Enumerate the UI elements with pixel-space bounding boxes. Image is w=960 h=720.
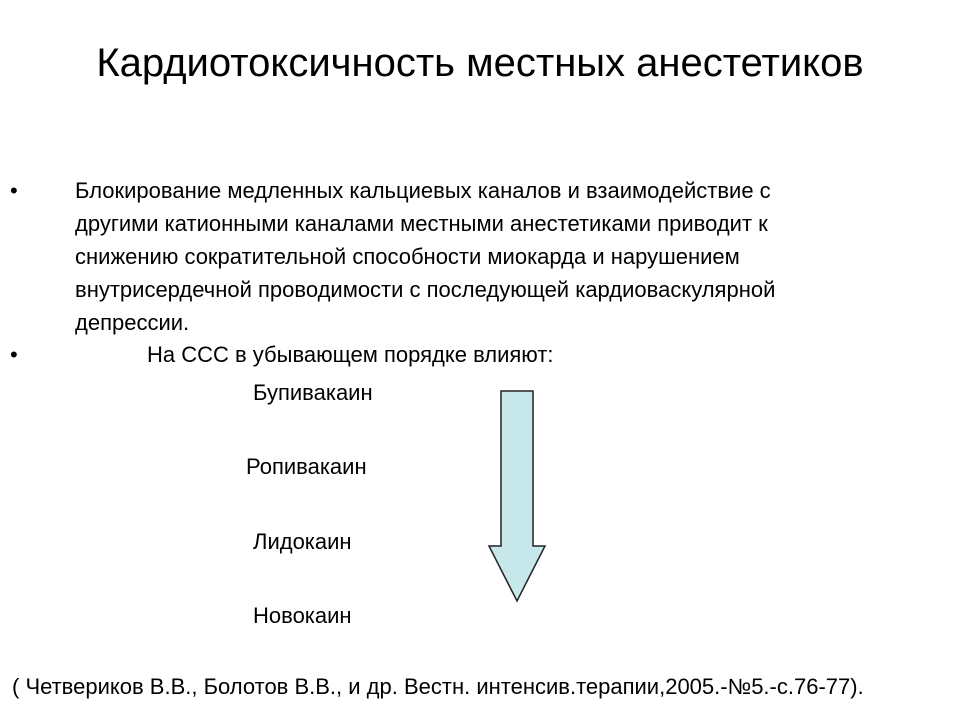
drug-item-ropivacaine: Ропивакаин [246,454,367,479]
bullet-icon: • [10,178,18,203]
citation: ( Четвериков В.В., Болотов В.В., и др. Вестн. интенсив.терапии,2005.-№5.-с.76-77). [12,674,864,699]
bullet-icon: • [10,342,18,367]
drug-item-bupivacaine: Бупивакаин [253,380,373,405]
slide-title: Кардиотоксичность местных анестетиков [96,41,864,85]
down-arrow-shape [489,391,545,601]
paragraph-line: Блокирование медленных кальциевых каналов и взаимодействие с [75,178,771,203]
paragraph-line: другими катионными каналами местными анестетиками приводит к [75,211,768,236]
drug-item-novocaine: Новокаин [253,603,352,628]
paragraph-line: депрессии. [75,310,190,335]
paragraph-line: снижению сократительной способности миокарда и нарушением [75,244,740,269]
bullet-paragraph [75,174,935,339]
drug-item-lidocaine: Лидокаин [253,529,352,554]
paragraph-line: внутрисердечной проводимости с последующей кардиоваскулярной [75,277,776,302]
ranking-intro: На ССС в убывающем порядке влияют: [147,342,554,367]
down-arrow-icon [486,386,548,606]
